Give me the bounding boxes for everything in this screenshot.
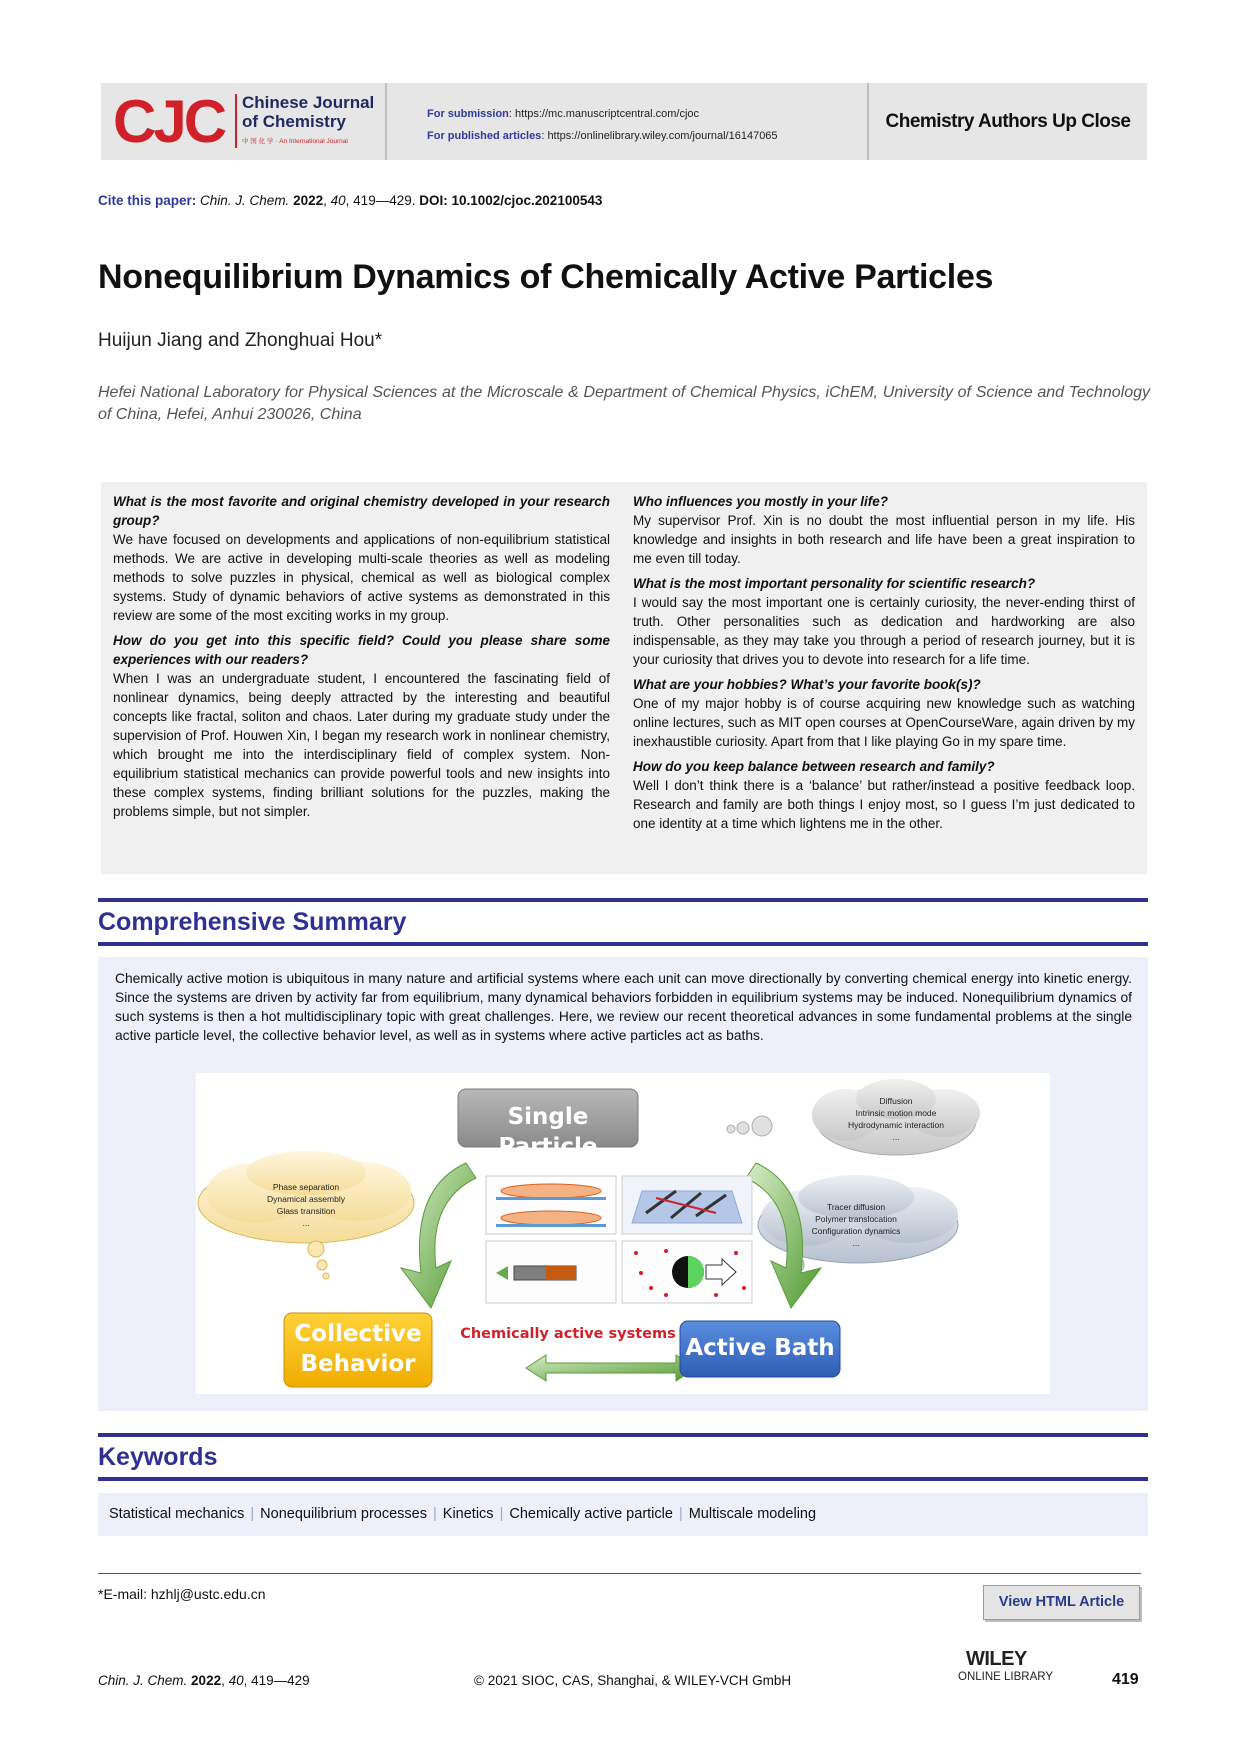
- interview-answer: We have focused on developments and applications of non-equilibrium statistical methods. We are active in developing multi-scale theories as well as modeling methods to solve puzzles in physical, chemical as well as biological complex systems. Study of dynamic behaviors of active systems as demonstrated in this review are some of the most exciting works in my group.: [113, 532, 610, 623]
- active-bath-topics: Tracer diffusion Polymer translocation Configuration dynamics ...: [811, 1202, 901, 1248]
- keywords-box: [98, 1493, 1148, 1536]
- keywords-heading: Keywords: [98, 1433, 1148, 1481]
- interview-question: What are your hobbies? What’s your favorite book(s)?: [633, 677, 981, 692]
- submission-links: For submission: https://mc.manuscriptcentral.com/cjoc For published articles: https://onlinelibrary.wiley.com/journal/16147065: [427, 108, 778, 142]
- interview-answer: When I was an undergraduate student, I encountered the fascinating field of nonlinear dynamics, being deeply attracted by the interesting and beautiful concepts like fractal, soliton and chaos. Later during my graduate study under the supervision of Prof. Houwen Xin, I began my research work in nonlinear chemistry, which brought me into the interdisciplinary field of complex system. Non-equilibrium statistical mechanics can provide powerful tools and new insights into these complex systems, finding brilliant solutions for the puzzles, making the problems simple, but not simpler.: [113, 671, 610, 819]
- interview-column-left: [113, 492, 610, 827]
- graphical-abstract: [196, 1073, 1050, 1394]
- interview-answer: I would say the most important one is certainly curiosity, the never-ending thirst of truth. Other personalities such as dedication and hardworking are also indispensable, as they may take you through a period of research journey, but it is your curiosity that drives you to devote into research for a life time.: [633, 595, 1135, 667]
- summary-text: Chemically active motion is ubiquitous in many nature and artificial systems where each unit can move directionally by converting chemical energy into kinetic energy. Since the systems are driven by activity far from equilibrium, many dynamical behaviors forbidden in equilibrium systems may be induced. Nonequilibrium dynamics of such systems is then a hot multidisciplinary topic with great challenges. Here, we review our recent theoretical advances in some fundamental problems at the single active particle level, the collective behavior level, as well as in systems where active particles act as baths.: [115, 971, 1132, 1043]
- cell-motility-panel: [486, 1176, 616, 1234]
- article-affiliation: Hefei National Laboratory for Physical Sciences at the Microscale & Department of Chemical Physics, iChEM, University of Science and Technology of China, Hefei, Anhui 230026, China: [98, 384, 1150, 423]
- interview-question: How do you get into this specific field? Could you please share some experiences with our readers?: [113, 633, 610, 667]
- footer-citation: Chin. J. Chem. 2022, 40, 419—429: [98, 1673, 310, 1688]
- interview-question: How do you keep balance between research and family?: [633, 759, 995, 774]
- corresponding-email: *E-mail: hzhlj@ustc.edu.cn: [98, 1586, 266, 1602]
- cjc-logo: [109, 88, 391, 155]
- collective-topics: Phase separation Dynamical assembly Glass transition ...: [267, 1182, 345, 1228]
- keyword: Nonequilibrium processes: [260, 1506, 427, 1522]
- interview-answer: My supervisor Prof. Xin is no doubt the most influential person in my life. His knowledge and insights in both research and life have been a great inspiration to me even till today.: [633, 513, 1135, 566]
- author-interview-box: [101, 482, 1147, 874]
- interview-question: What is the most important personality for scientific research?: [633, 576, 1036, 591]
- summary-heading: Comprehensive Summary: [98, 898, 1148, 946]
- citation-line: Cite this paper: Chin. J. Chem. 2022, 40, 419—429. DOI: 10.1002/cjoc.202100543: [98, 193, 603, 208]
- interview-column-right: [633, 492, 1135, 839]
- banner-divider: [385, 83, 387, 160]
- article-title: Nonequilibrium Dynamics of Chemically Active Particles: [98, 258, 994, 296]
- section-name: Chemistry Authors Up Close: [885, 111, 1131, 132]
- logo-title: Chinese Journal of Chemistry: [242, 93, 375, 131]
- copyright: © 2021 SIOC, CAS, Shanghai, & WILEY-VCH GmbH: [474, 1673, 792, 1688]
- single-particle-label: Single Particle: [498, 1104, 598, 1160]
- logo-divider: [235, 94, 237, 148]
- keyword: Statistical mechanics: [109, 1506, 245, 1522]
- interview-answer: Well I don’t think there is a ‘balance’ but rather/instead a positive feedback loop. Research and family are both things I enjoy most, so I guess I’m just dedicated to one identity at a time which lightens me in the other.: [633, 778, 1135, 831]
- keyword: Chemically active particle: [509, 1506, 673, 1522]
- view-html-article-button[interactable]: View HTML Article: [983, 1585, 1140, 1620]
- arrow-to-collective: [401, 1163, 476, 1308]
- doi-link[interactable]: DOI: 10.1002/cjoc.202100543: [419, 193, 603, 208]
- keywords-list: Statistical mechanics | Nonequilibrium processes | Kinetics | Chemically active particle | Multiscale modeling: [109, 1506, 817, 1522]
- collective-behavior-label: Collective Behavior: [294, 1321, 422, 1377]
- single-particle-topics: Diffusion Intrinsic motion mode Hydrodynamic interaction ...: [848, 1096, 944, 1142]
- published-articles-link[interactable]: https://onlinelibrary.wiley.com/journal/16147065: [547, 130, 778, 142]
- logo-letters: CJC: [113, 88, 225, 155]
- active-bath-panel: [622, 1241, 752, 1303]
- article-authors: Huijun Jiang and Zhonghuai Hou*: [98, 330, 383, 351]
- submission-link[interactable]: https://mc.manuscriptcentral.com/cjoc: [515, 108, 700, 120]
- interview-answer: One of my major hobby is of course acquiring new knowledge such as watching online lectures, such as MIT open courses at OpenCourseWare, again driven by my inexhaustible curiosity. Apart from that I like playing Go in my spare time.: [633, 696, 1135, 749]
- logo-subtitle: 中 国 化 学 · An International Journal: [242, 138, 348, 145]
- page-number: 419: [1112, 1671, 1139, 1688]
- wiley-online-library-logo: WILEY ONLINE LIBRARY: [958, 1648, 1054, 1683]
- bidirectional-arrow: [526, 1355, 696, 1381]
- active-filament-panel: [622, 1176, 752, 1234]
- interview-question: What is the most favorite and original chemistry developed in your research group?: [113, 494, 610, 528]
- interview-question: Who influences you mostly in your life?: [633, 494, 889, 509]
- keyword: Multiscale modeling: [688, 1506, 817, 1522]
- journal-header-banner: [101, 83, 1147, 160]
- footer-rule: [98, 1573, 1141, 1574]
- janus-motor-panel: [486, 1241, 616, 1303]
- active-bath-label: Active Bath: [685, 1335, 835, 1361]
- chemically-active-systems-caption: Chemically active systems: [460, 1326, 676, 1342]
- keyword: Kinetics: [442, 1506, 494, 1522]
